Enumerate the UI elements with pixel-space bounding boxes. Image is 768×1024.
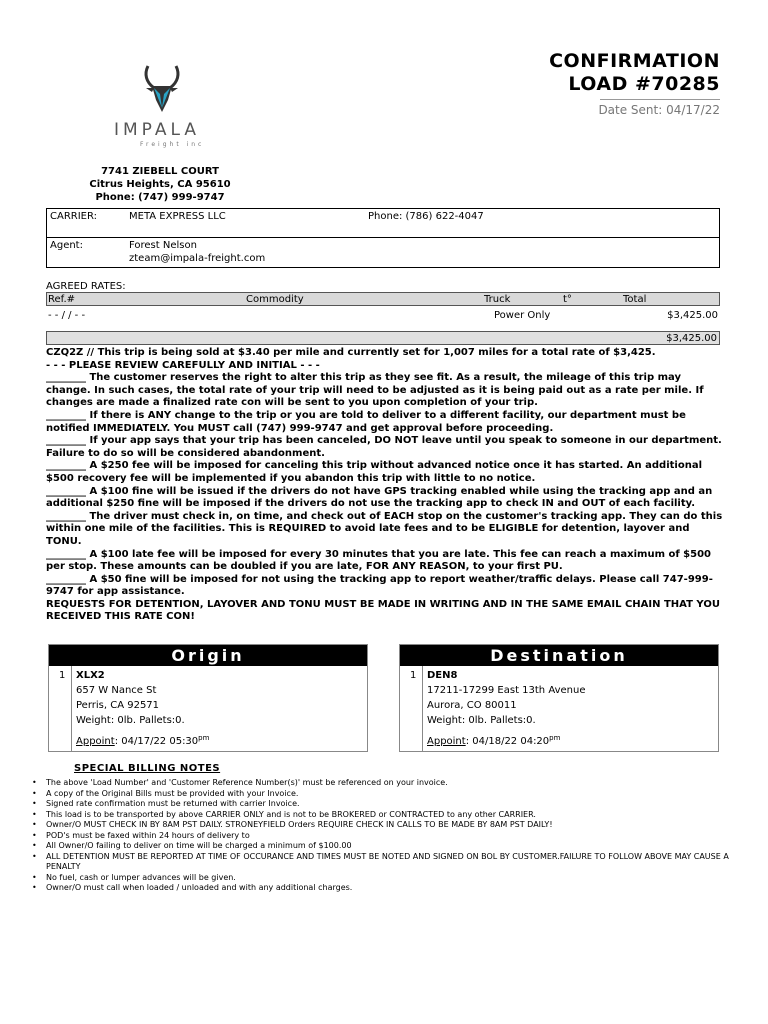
confirmation-title [549, 50, 720, 96]
destination-name: DEN8 [427, 670, 458, 681]
origin-appoint-suffix: pm [198, 734, 210, 742]
origin-weight: Weight: 0lb. Pallets:0. [76, 715, 185, 726]
agent-name: Forest Nelson [129, 240, 197, 251]
agent-label: Agent: [50, 240, 83, 251]
billing-note: • All Owner/O failing to deliver on time will be charged a minimum of $100.00 [46, 841, 746, 852]
terms-text [46, 347, 724, 624]
title-divider [600, 99, 720, 100]
billing-note: • No fuel, cash or lumper advances will be given. [46, 873, 746, 884]
origin-title: Origin [49, 645, 367, 666]
title-line-2: LOAD #70285 [568, 73, 720, 95]
term-gps: ________ A $100 fine will be issued if the drivers do not have GPS tracking enabled while using the tracking app and an additional $250 fine will be imposed if the drivers do not use the tracking app to check IN and OUT of each facility. [46, 485, 713, 510]
origin-appoint-label: Appoint [76, 736, 115, 747]
billing-title: SPECIAL BILLING NOTES [74, 763, 221, 774]
billing-notes-list [30, 778, 746, 894]
destination-appoint-label: Appoint [427, 736, 466, 747]
col-commodity: Commodity [246, 294, 304, 305]
destination-appoint-suffix: pm [549, 734, 561, 742]
origin-name: XLX2 [76, 670, 105, 681]
agent-email[interactable]: zteam@impala-freight.com [129, 253, 266, 264]
carrier-label: CARRIER: [50, 211, 97, 222]
destination-weight: Weight: 0lb. Pallets:0. [427, 715, 536, 726]
destination-info [427, 668, 585, 749]
row-ref: - - / / - - [48, 310, 86, 321]
carrier-box [46, 208, 720, 268]
origin-stop-number: 1 [59, 670, 66, 681]
company-brand-sub: Freight inc [140, 141, 205, 148]
destination-title: Destination [400, 645, 718, 666]
destination-appoint-value: : 04/18/22 04:20 [465, 736, 550, 747]
carrier-phone: Phone: (786) 622-4047 [368, 211, 484, 222]
destination-street: 17211-17299 East 13th Avenue [427, 685, 586, 696]
destination-box [399, 644, 719, 752]
origin-info [76, 668, 209, 749]
term-detention: REQUESTS FOR DETENTION, LAYOVER AND TONU MUST BE MADE IN WRITING AND IN THE SAME EMAIL CHAIN THAT YOU RECEIVED THIS RATE CON! [46, 598, 720, 623]
origin-street: 657 W Nance St [76, 685, 157, 696]
destination-stop-number: 1 [410, 670, 417, 681]
rates-total-bar [46, 331, 720, 345]
billing-note: • POD's must be faxed within 24 hours of delivery to [46, 831, 746, 842]
billing-note: • Owner/O MUST CHECK IN BY 8AM PST DAILY. STRONEYFIELD Orders REQUIRE CHECK IN CALLS TO BE MADE BY 8AM PST DAILY! [46, 820, 746, 831]
company-brand: IMPALA [114, 120, 200, 140]
billing-note: • The above 'Load Number' and 'Customer Reference Number(s)' must be referenced on your invoice. [46, 778, 746, 789]
row-truck: Power Only [494, 310, 551, 321]
destination-appointment [427, 731, 585, 749]
origin-divider [71, 666, 72, 751]
destination-divider [422, 666, 423, 751]
term-late-fee: ________ A $100 late fee will be imposed for every 30 minutes that you are late. This fee can reach a maximum of $500 per stop. These amounts can be doubled if you are late, FOR ANY REASON, to your first PU. [46, 548, 712, 573]
carrier-divider [47, 237, 719, 238]
origin-box [48, 644, 368, 752]
row-total: $3,425.00 [667, 310, 718, 321]
col-truck: Truck [484, 294, 511, 305]
term-cancel-fee: ________ A $250 fee will be imposed for canceling this trip without advanced notice once it has started. An additional $500 recovery fee will be implemented if you abandon this trip with little to no notice. [46, 460, 703, 484]
term-review: - - - PLEASE REVIEW CAREFULLY AND INITIAL - - - [46, 359, 320, 371]
billing-note: • Owner/O must call when loaded / unloaded and with any additional charges. [46, 883, 746, 894]
origin-appointment [76, 731, 209, 749]
term-checkin: ________ The driver must check in, on time, and check out of EACH stop on the customer's tracking app. They can do this within one mile of the facilities. This is REQUIRED to avoid late fees and to be ELIGIBLE for detention, layover and TONU. [46, 510, 723, 547]
agreed-rates-label: AGREED RATES: [46, 281, 126, 292]
term-canceled: ________ If your app says that your trip has been canceled, DO NOT leave until you speak to someone in our department. Failure to do so will be considered abandonment. [46, 435, 722, 459]
date-sent: Date Sent: 04/17/22 [598, 103, 720, 117]
destination-city: Aurora, CO 80011 [427, 700, 517, 711]
carrier-name: META EXPRESS LLC [129, 211, 226, 222]
company-address [60, 165, 260, 204]
impala-logo-icon [138, 64, 186, 116]
origin-appoint-value: : 04/17/22 05:30 [114, 736, 199, 747]
rates-header [46, 292, 720, 306]
billing-note: • Signed rate confirmation must be returned with carrier Invoice. [46, 799, 746, 810]
billing-note: • A copy of the Original Bills must be provided with your Invoice. [46, 789, 746, 800]
address-line-2: Citrus Heights, CA 95610 [89, 179, 231, 190]
term-alter: ________ The customer reserves the right to alter this trip as they see fit. As a result, the mileage of this trip may change. In such cases, the total rate of your trip will need to be adjusted as it is being paid out as a rate per mile. If changes are made a finalized rate con will be sent to you upon completion of your trip. [46, 372, 704, 409]
col-total: Total [623, 294, 647, 305]
term-change: ________ If there is ANY change to the trip or you are told to deliver to a different facility, our department must be notified IMMEDIATELY. You MUST call (747) 999-9747 and get approval before proceeding. [46, 409, 686, 434]
term-delay-fine: ________ A $50 fine will be imposed for not using the tracking app to report weather/traffic delays. Please call 747-999-9747 for app assistance. [46, 573, 713, 598]
company-phone: Phone: (747) 999-9747 [95, 192, 225, 203]
col-temp: t° [563, 294, 572, 305]
grand-total: $3,425.00 [666, 333, 717, 344]
billing-note: • This load is to be transported by above CARRIER ONLY and is not to be BROKERED or CONTRACTED to any other CARRIER. [46, 810, 746, 821]
title-line-1: CONFIRMATION [549, 50, 720, 72]
term-rate: CZQ2Z // This trip is being sold at $3.40 per mile and currently set for 1,007 miles for a total rate of $3,425. [46, 347, 656, 358]
origin-city: Perris, CA 92571 [76, 700, 160, 711]
billing-note: • ALL DETENTION MUST BE REPORTED AT TIME OF OCCURANCE AND TIMES MUST BE NOTED AND SIGNED ON BOL BY CUSTOMER.FAILURE TO FOLLOW ABOVE MAY CAUSE A PENALTY [46, 852, 746, 873]
col-ref: Ref.# [48, 294, 76, 305]
address-line-1: 7741 ZIEBELL COURT [101, 166, 219, 177]
rates-row [46, 309, 720, 325]
